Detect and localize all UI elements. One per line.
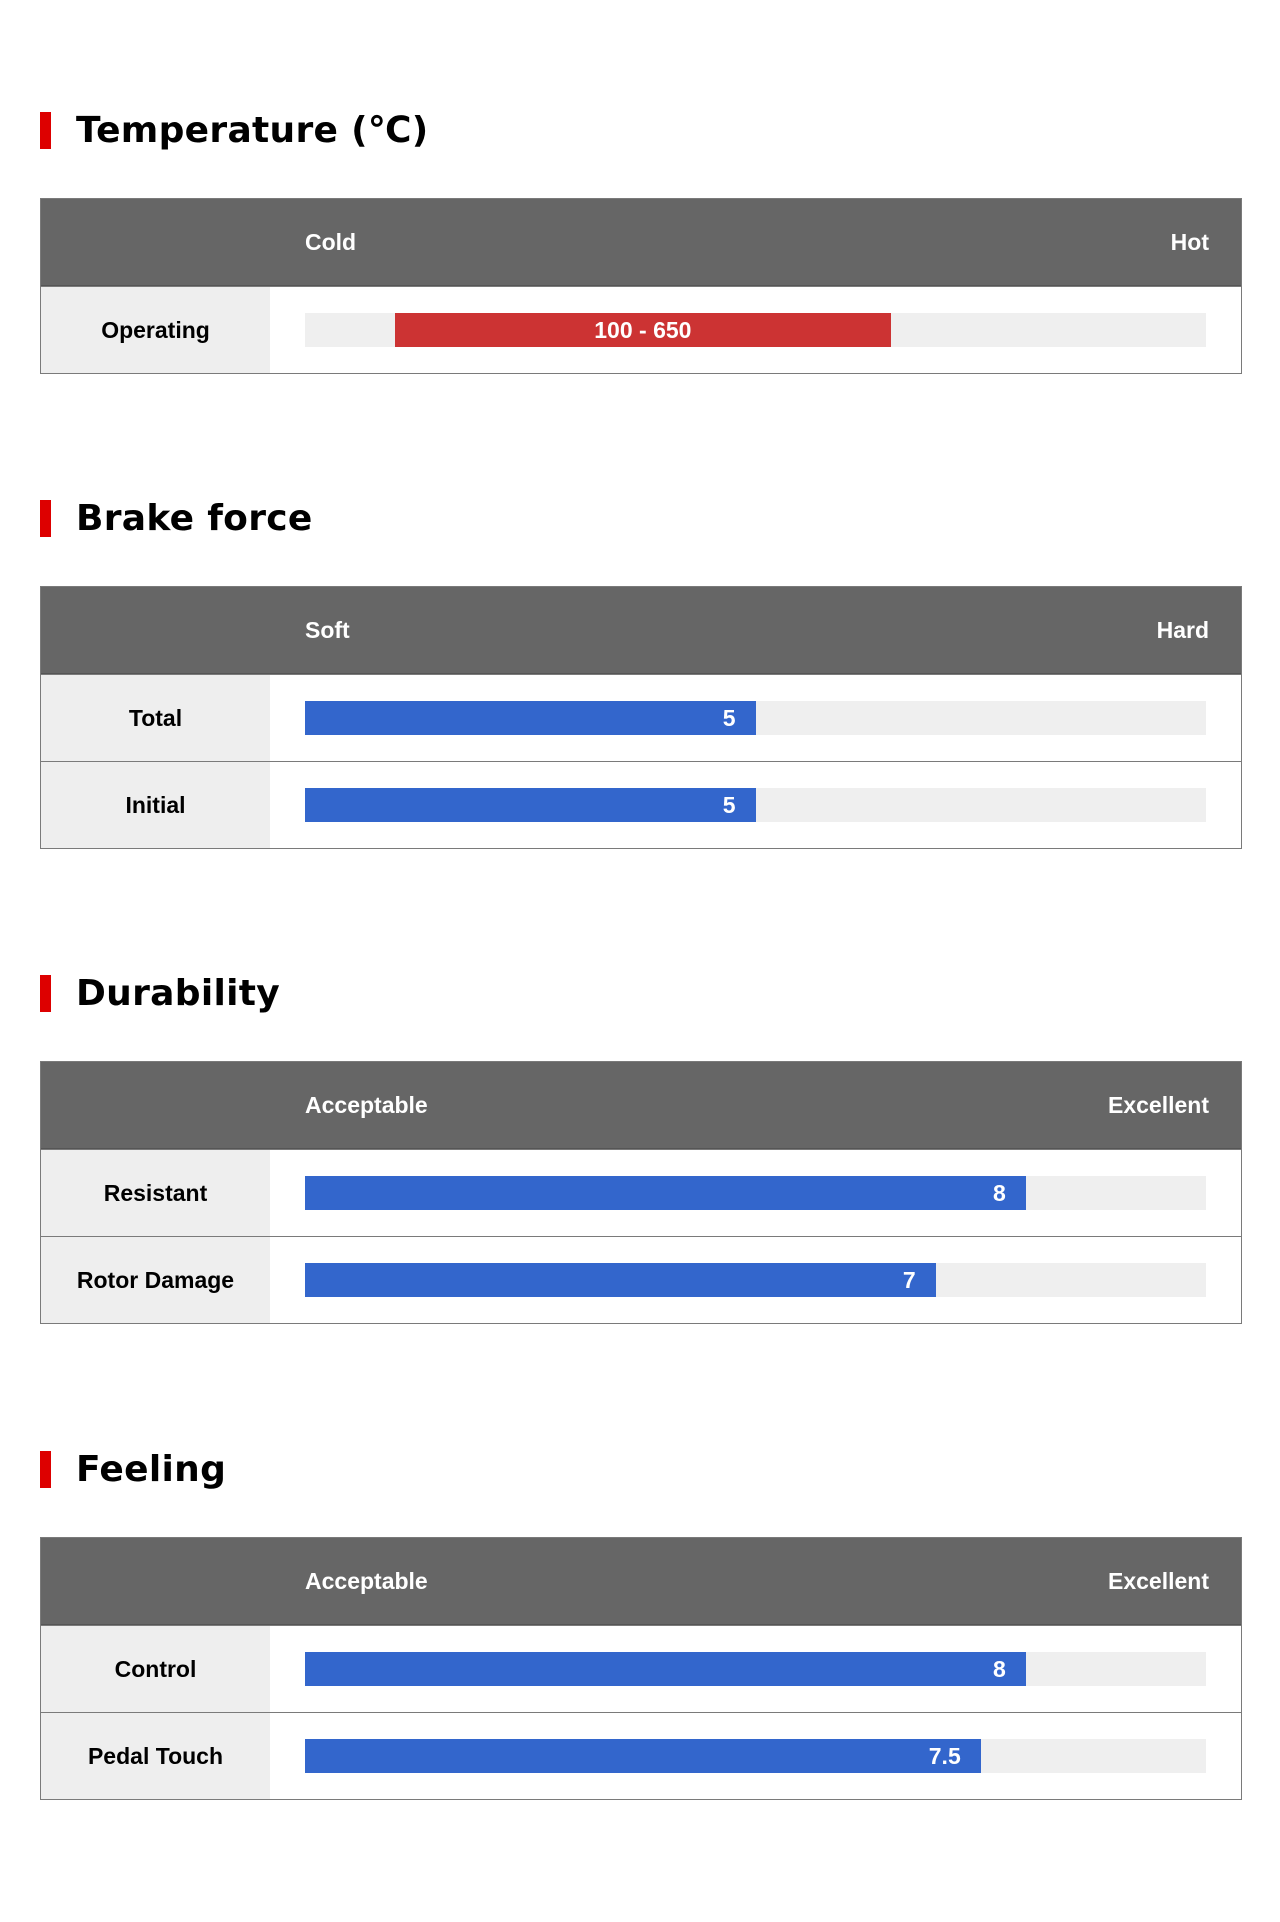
section-title [40, 971, 280, 1015]
row-label: Total [41, 675, 270, 761]
section-title-text: Durability [76, 972, 281, 1014]
scale-left-label: Cold [305, 228, 357, 255]
table-header [41, 1062, 1241, 1149]
value-bar [305, 701, 756, 735]
value-bar [305, 788, 756, 822]
value-label: 5 [722, 791, 736, 818]
scale-left-label: Soft [305, 616, 350, 643]
bar-track [305, 1176, 1206, 1210]
scale-right-label: Excellent [1108, 1091, 1209, 1118]
range-bar [395, 313, 891, 347]
title-accent-bar [40, 500, 51, 537]
section-title [40, 1447, 226, 1491]
scale-left-label: Acceptable [305, 1091, 428, 1118]
value-label: 5 [722, 704, 736, 731]
table-row [41, 1712, 1241, 1799]
row-label: Control [41, 1626, 270, 1712]
scale-right-label: Hot [1170, 228, 1209, 255]
title-accent-bar [40, 1451, 51, 1488]
range-label: 100 - 650 [594, 316, 692, 343]
value-label: 7 [902, 1266, 916, 1293]
section-title-text: Feeling [76, 1448, 227, 1490]
rating-table [40, 198, 1242, 374]
scale-right-label: Hard [1156, 616, 1209, 643]
title-accent-bar [40, 112, 51, 149]
table-row [41, 1236, 1241, 1323]
section-title [40, 496, 313, 540]
row-label: Rotor Damage [41, 1237, 270, 1323]
bar-track [305, 701, 1206, 735]
rating-table [40, 1061, 1242, 1324]
bar-track [305, 1739, 1206, 1773]
value-label: 7.5 [928, 1742, 961, 1769]
row-label: Resistant [41, 1150, 270, 1236]
scale-right-label: Excellent [1108, 1567, 1209, 1594]
bar-track [305, 1263, 1206, 1297]
value-label: 8 [993, 1179, 1006, 1206]
row-label: Initial [41, 762, 270, 848]
section-title-text: Temperature (℃) [76, 109, 429, 151]
row-label: Pedal Touch [41, 1713, 270, 1799]
table-row [41, 674, 1241, 761]
title-accent-bar [40, 975, 51, 1012]
value-label: 8 [993, 1655, 1006, 1682]
bar-track [305, 1652, 1206, 1686]
rating-table [40, 1537, 1242, 1800]
table-header [41, 1538, 1241, 1625]
section-title [40, 108, 428, 152]
rating-table [40, 586, 1242, 849]
table-row [41, 761, 1241, 848]
scale-left-label: Acceptable [305, 1567, 428, 1594]
section-title-text: Brake force [76, 497, 313, 539]
row-label: Operating [41, 287, 270, 373]
bar-track [305, 788, 1206, 822]
value-bar [305, 1652, 1026, 1686]
table-row [41, 1149, 1241, 1236]
value-bar [305, 1176, 1026, 1210]
table-header [41, 199, 1241, 286]
table-header [41, 587, 1241, 674]
value-bar [305, 1263, 936, 1297]
bar-track [305, 313, 1206, 347]
value-bar [305, 1739, 981, 1773]
table-row [41, 286, 1241, 373]
table-row [41, 1625, 1241, 1712]
